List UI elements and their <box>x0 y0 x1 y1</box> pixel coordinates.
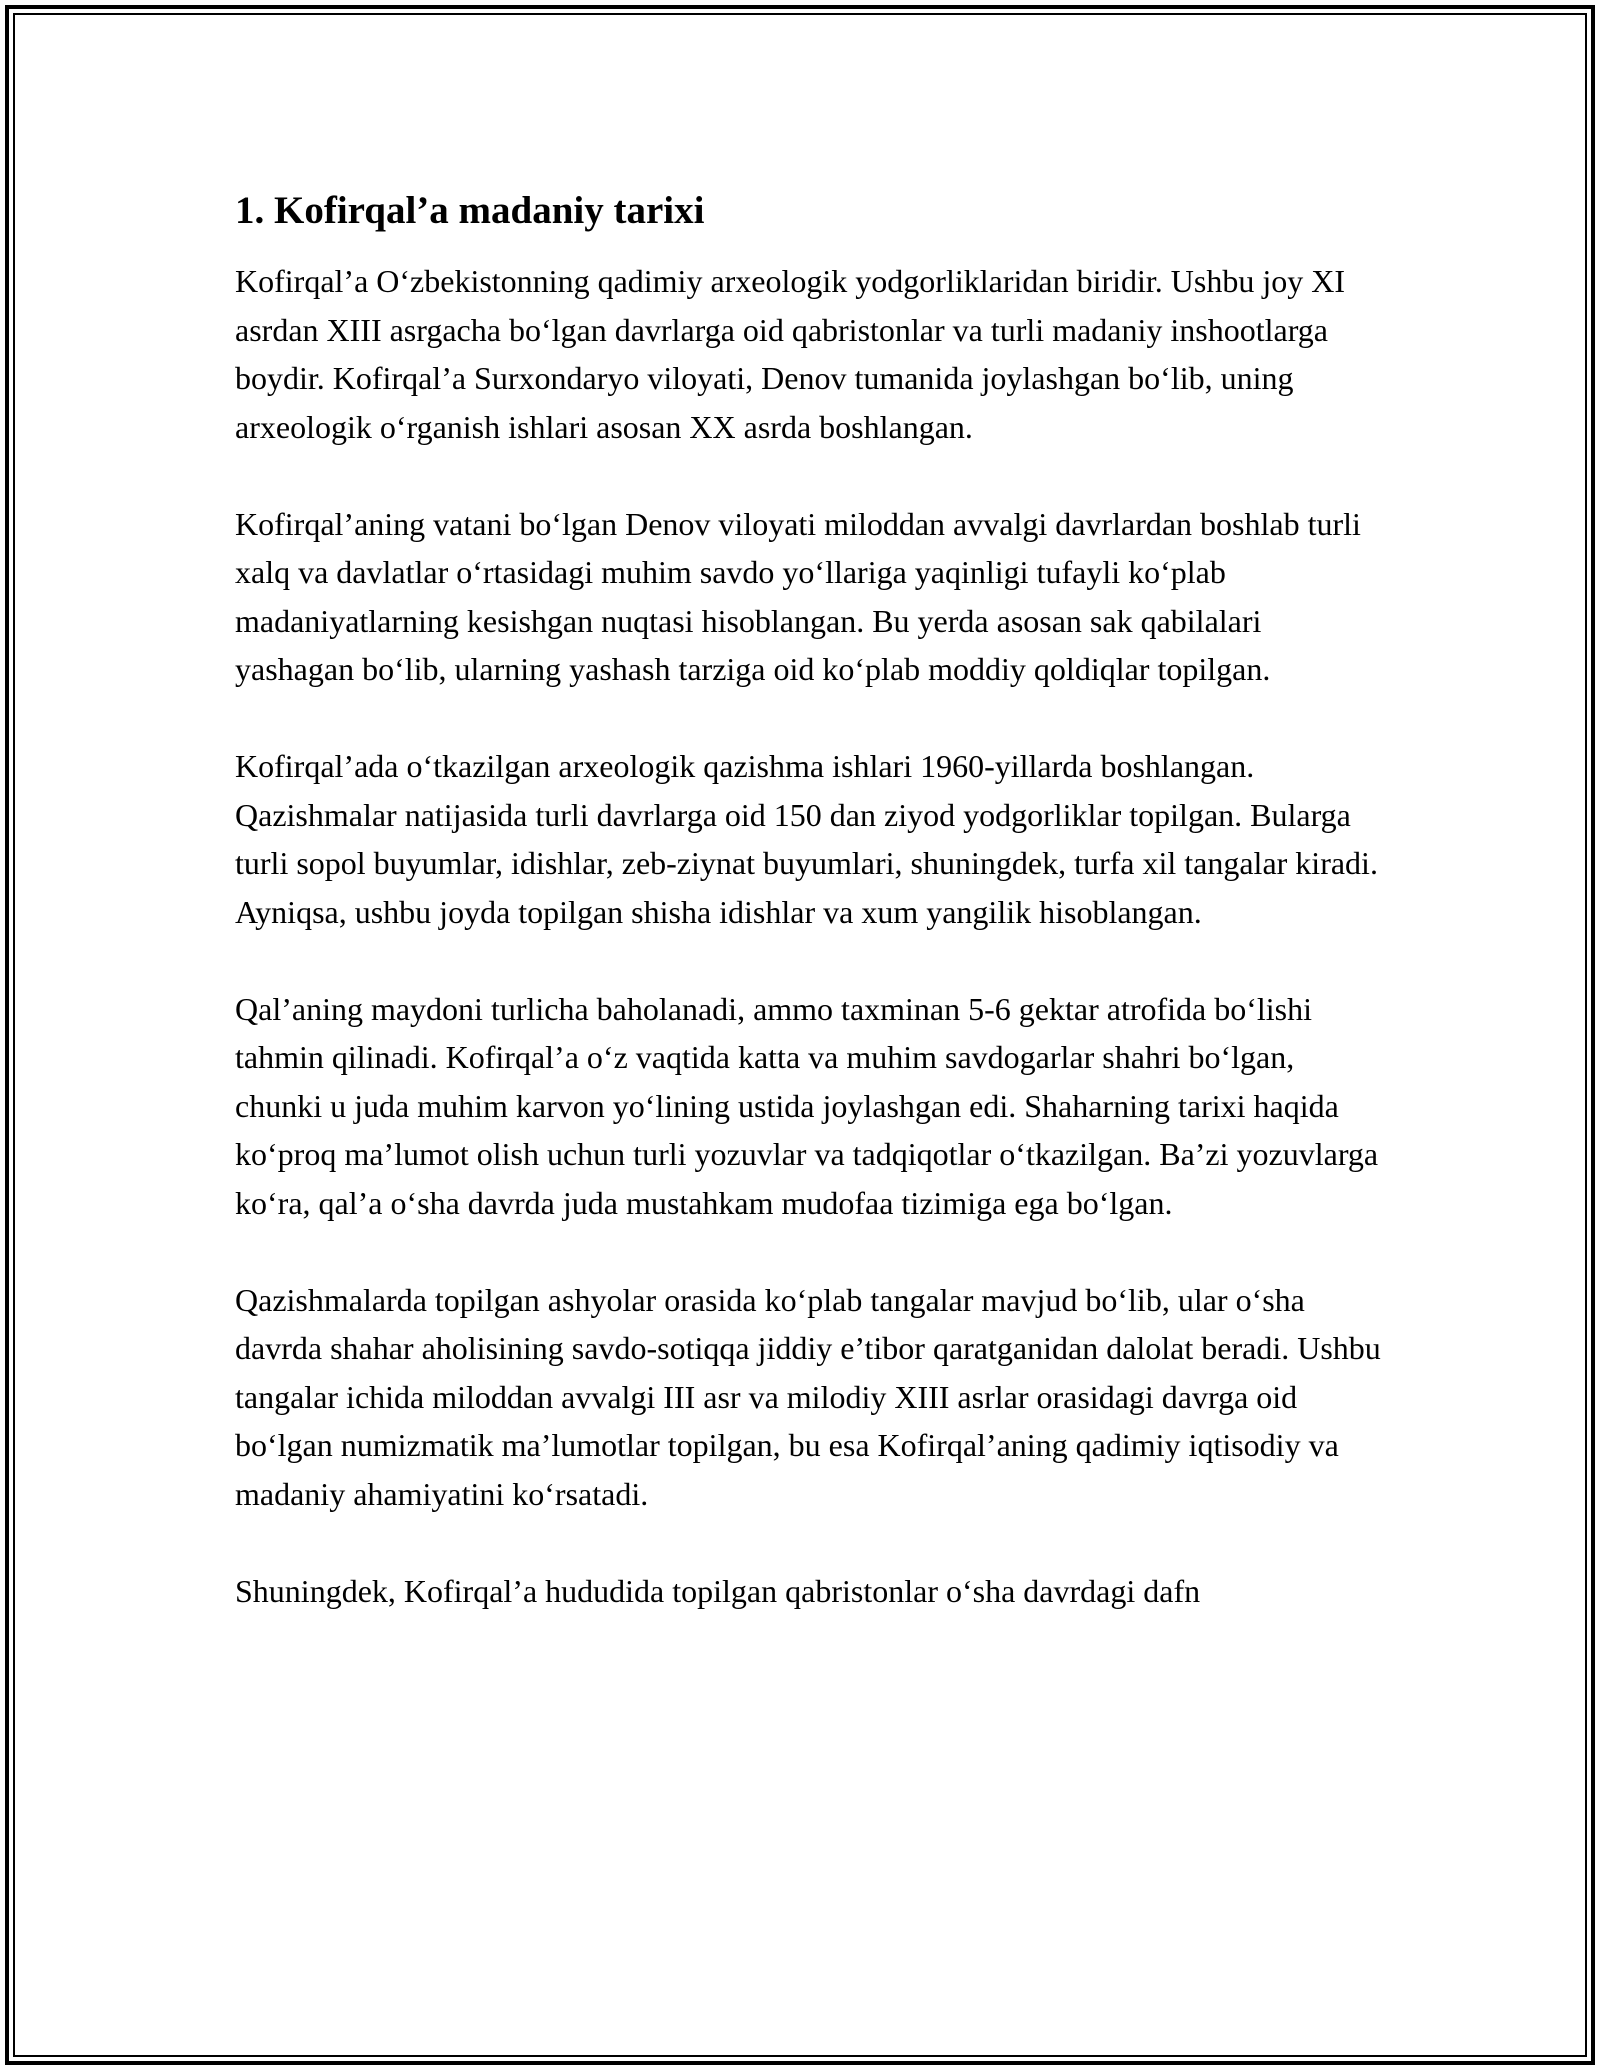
paragraph-3: Kofirqal’ada o‘tkazilgan arxeologik qazishma ishlari 1960-yillarda boshlangan. Qazishmalar natijasida turli davrlarga oid 150 dan ziyod yodgorliklar topilgan. Bularga turli sopol buyumlar, idishlar, zeb-ziynat buyumlari, shuningdek, turfa xil tangalar kiradi. Ayniqsa, ushbu joyda topilgan shisha idishlar va xum yangilik hisoblangan. <box>235 748 1378 930</box>
section-heading: 1. Kofirqal’a madaniy tarixi <box>235 189 705 232</box>
paragraph-5: Qazishmalarda topilgan ashyolar orasida ko‘plab tangalar mavjud bo‘lib, ular o‘sha davrda shahar aholisining savdo-sotiqqa jiddiy e’tibor qaratganidan dalolat beradi. Ushbu tangalar ichida miloddan avvalgi III asr va milodiy XIII asrlar orasidagi davrga oid bo‘lgan numizmatik ma’lumotlar topilgan, bu esa Kofirqal’aning qadimiy iqtisodiy va madaniy ahamiyatini ko‘rsatadi. <box>235 1281 1381 1512</box>
paragraph-6: Shuningdek, Kofirqal’a hududida topilgan qabristonlar o‘sha davrdagi dafn <box>235 1572 1201 1609</box>
document-body <box>235 187 1385 1664</box>
paragraph-2: Kofirqal’aning vatani bo‘lgan Denov viloyati miloddan avvalgi davrlardan boshlab turli xalq va davlatlar o‘rtasidagi muhim savdo yo‘llariga yaqinligi tufayli ko‘plab madaniyatlarning kesishgan nuqtasi hisoblangan. Bu yerda asosan sak qabilalari yashagan bo‘lib, ularning yashash tarziga oid ko‘plab moddiy qoldiqlar topilgan. <box>235 505 1361 687</box>
paragraph-4: Qal’aning maydoni turlicha baholanadi, ammo taxminan 5-6 gektar atrofida bo‘lishi tahmin qilinadi. Kofirqal’a o‘z vaqtida katta va muhim savdogarlar shahri bo‘lgan, chunki u juda muhim karvon yo‘lining ustida joylashgan edi. Shaharning tarixi haqida ko‘proq ma’lumot olish uchun turli yozuvlar va tadqiqotlar o‘tkazilgan. Ba’zi yozuvlarga ko‘ra, qal’a o‘sha davrda juda mustahkam mudofaa tizimiga ega bo‘lgan. <box>235 990 1379 1221</box>
paragraph-1: Kofirqal’a O‘zbekistonning qadimiy arxeologik yodgorliklaridan biridir. Ushbu joy XI asrdan XIII asrgacha bo‘lgan davrlarga oid qabristonlar va turli madaniy inshootlarga boydir. Kofirqal’a Surxondaryo viloyati, Denov tumanida joylashgan bo‘lib, uning arxeologik o‘rganish ishlari asosan XX asrda boshlangan. <box>235 263 1345 445</box>
